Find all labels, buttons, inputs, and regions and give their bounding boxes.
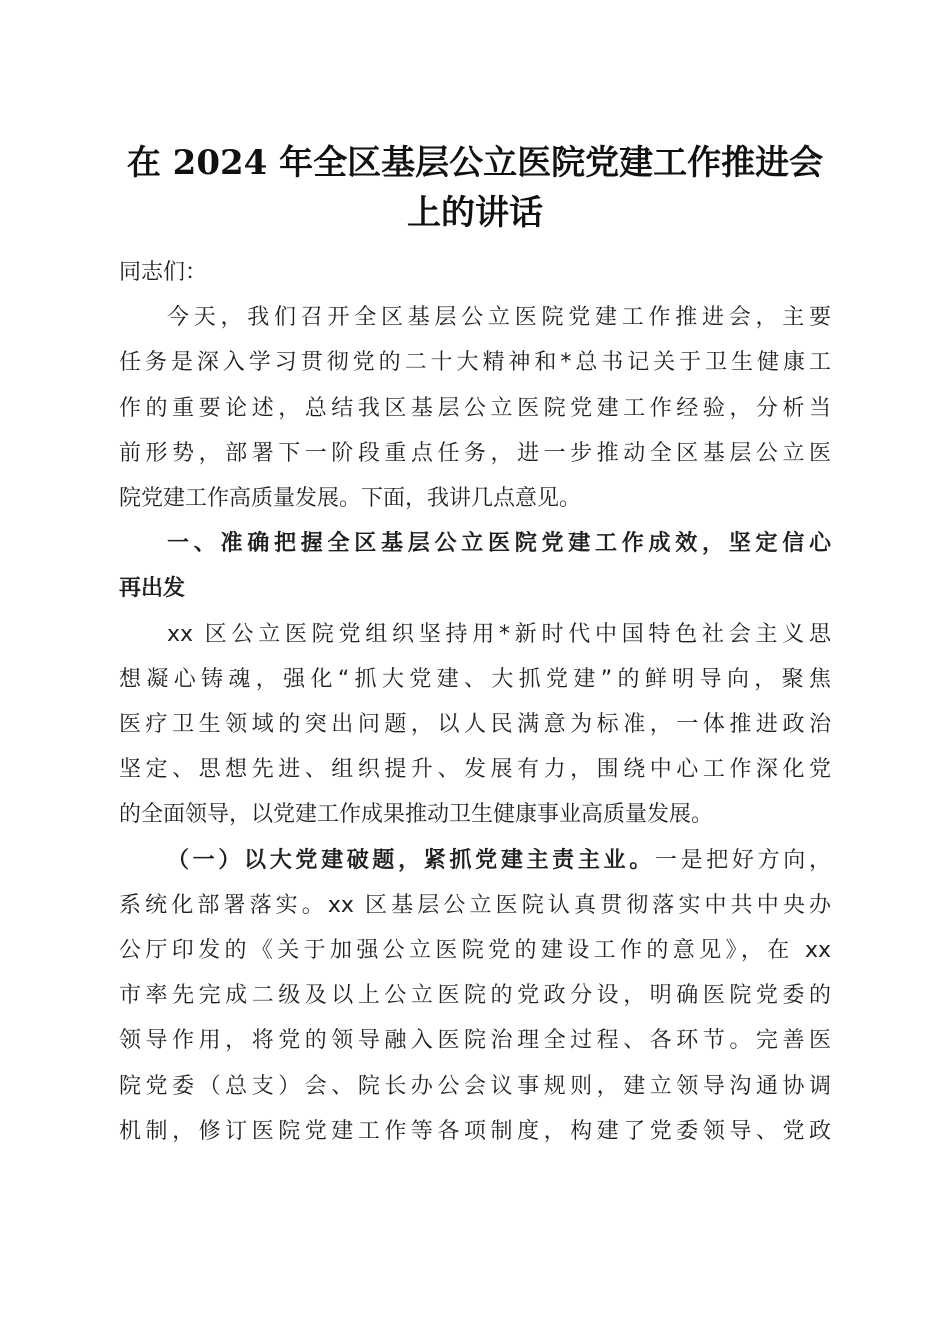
intro-line: 前形势，部署下一阶段重点任务，进一步推动全区基层公立医 bbox=[119, 440, 831, 466]
subsection-1-line: 机制，修订医院党建工作等各项制度，构建了党委领导、党政 bbox=[119, 1118, 831, 1144]
subsection-1-first-line-rest: 一是把好方向， bbox=[654, 847, 831, 873]
subsection-1-line: 系统化部署落实。xx 区基层公立医院认真贯彻落实中共中央办 bbox=[119, 892, 831, 918]
section-1-line: 医疗卫生领域的突出问题，以人民满意为标准，一体推进政治 bbox=[119, 712, 831, 738]
section-1-line: 的全面领导，以党建工作成果推动卫生健康事业高质量发展。 bbox=[119, 802, 714, 828]
subsection-1-heading: （一）以大党建破题，紧抓党建主责主业。 bbox=[167, 847, 655, 873]
document-body bbox=[119, 250, 831, 1154]
subsection-1-line: 领导作用，将党的领导融入医院治理全过程、各环节。完善医 bbox=[119, 1028, 831, 1054]
subsection-1-line: 公厅印发的《关于加强公立医院党的建设工作的意见》，在 xx bbox=[119, 938, 831, 964]
section-1-heading-line: 再出发 bbox=[119, 576, 186, 602]
section-1-heading bbox=[119, 521, 831, 611]
intro-line: 今天，我们召开全区基层公立医院党建工作推进会，主要 bbox=[167, 305, 831, 331]
section-1-paragraph bbox=[119, 612, 831, 838]
title-line-2: 上的讲话 bbox=[407, 193, 543, 233]
subsection-1-paragraph bbox=[119, 838, 831, 1154]
section-1-heading-line: 一、准确把握全区基层公立医院党建工作成效，坚定信心 bbox=[167, 531, 831, 557]
subsection-1-line: 院党委（总支）会、院长办公会议事规则，建立领导沟通协调 bbox=[119, 1073, 831, 1099]
salutation: 同志们： bbox=[119, 260, 208, 285]
section-1-line: 坚定、思想先进、组织提升、发展有力，围绕中心工作深化党 bbox=[119, 757, 831, 783]
section-1-line: 想凝心铸魂，强化“抓大党建、大抓党建”的鲜明导向，聚焦 bbox=[119, 666, 831, 692]
intro-paragraph bbox=[119, 295, 831, 521]
intro-line: 任务是深入学习贯彻党的二十大精神和*总书记关于卫生健康工 bbox=[119, 350, 831, 376]
title-line-1: 在 2024 年全区基层公立医院党建工作推进会 bbox=[126, 143, 824, 183]
document-title bbox=[110, 138, 840, 238]
section-1-line: xx 区公立医院党组织坚持用*新时代中国特色社会主义思 bbox=[167, 621, 831, 647]
subsection-1-line: 市率先完成二级及以上公立医院的党政分设，明确医院党委的 bbox=[119, 983, 831, 1009]
intro-line: 院党建工作高质量发展。下面，我讲几点意见。 bbox=[119, 486, 582, 512]
intro-line: 作的重要论述，总结我区基层公立医院党建工作经验，分析当 bbox=[119, 395, 831, 421]
subsection-1-first-line bbox=[119, 838, 831, 883]
